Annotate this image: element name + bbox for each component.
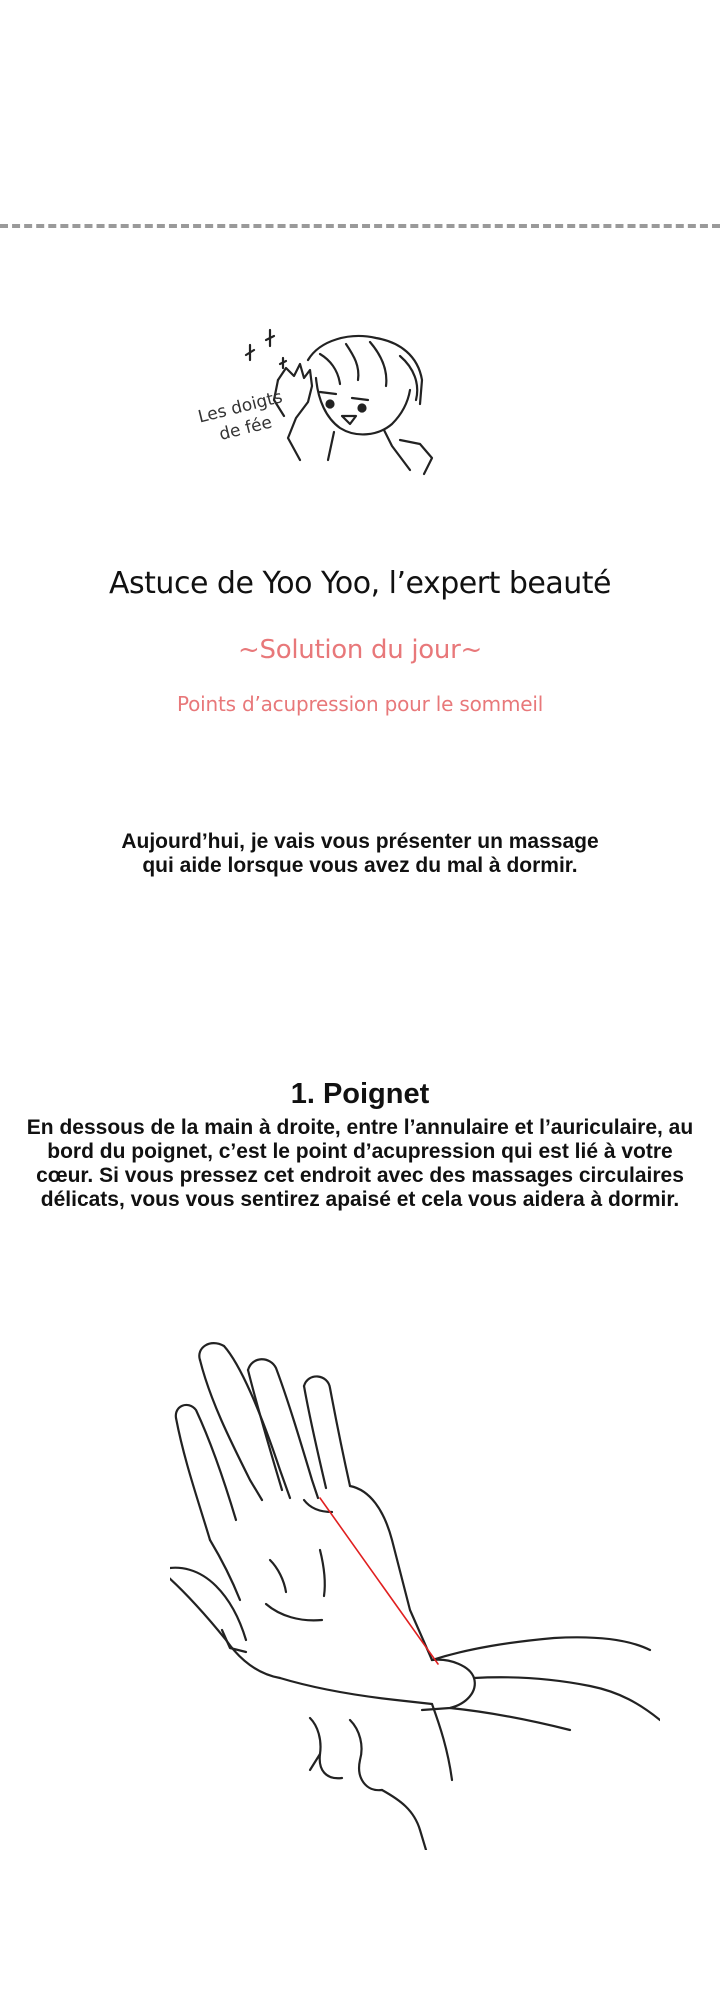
page-subtitle: ~Solution du jour~ <box>238 635 482 665</box>
page-title: Astuce de Yoo Yoo, l’expert beauté <box>109 566 611 601</box>
tip-topic: Points d’acupression pour le sommeil <box>176 692 544 716</box>
section-body: En dessous de la main à droite, entre l’annulaire et l’auriculaire, au bord du poignet, c’est le point d’acupression qui est lié à votre cœur. Si vous pressez cet endroit avec des massages circulaires délicats, vous vous sentirez apaisé et cela vous aidera à dormir. <box>26 1116 694 1211</box>
chibi-caption: Les doigts de fée <box>196 387 285 445</box>
intro-text: Aujourd’hui, je vais vous présenter un massage qui aide lorsque vous avez du mal à dormir. <box>121 830 599 877</box>
section-title: 1. Poignet <box>290 1078 430 1110</box>
dashed-divider <box>0 224 720 228</box>
wrist-acupressure-hand-illustration <box>170 1330 660 1850</box>
